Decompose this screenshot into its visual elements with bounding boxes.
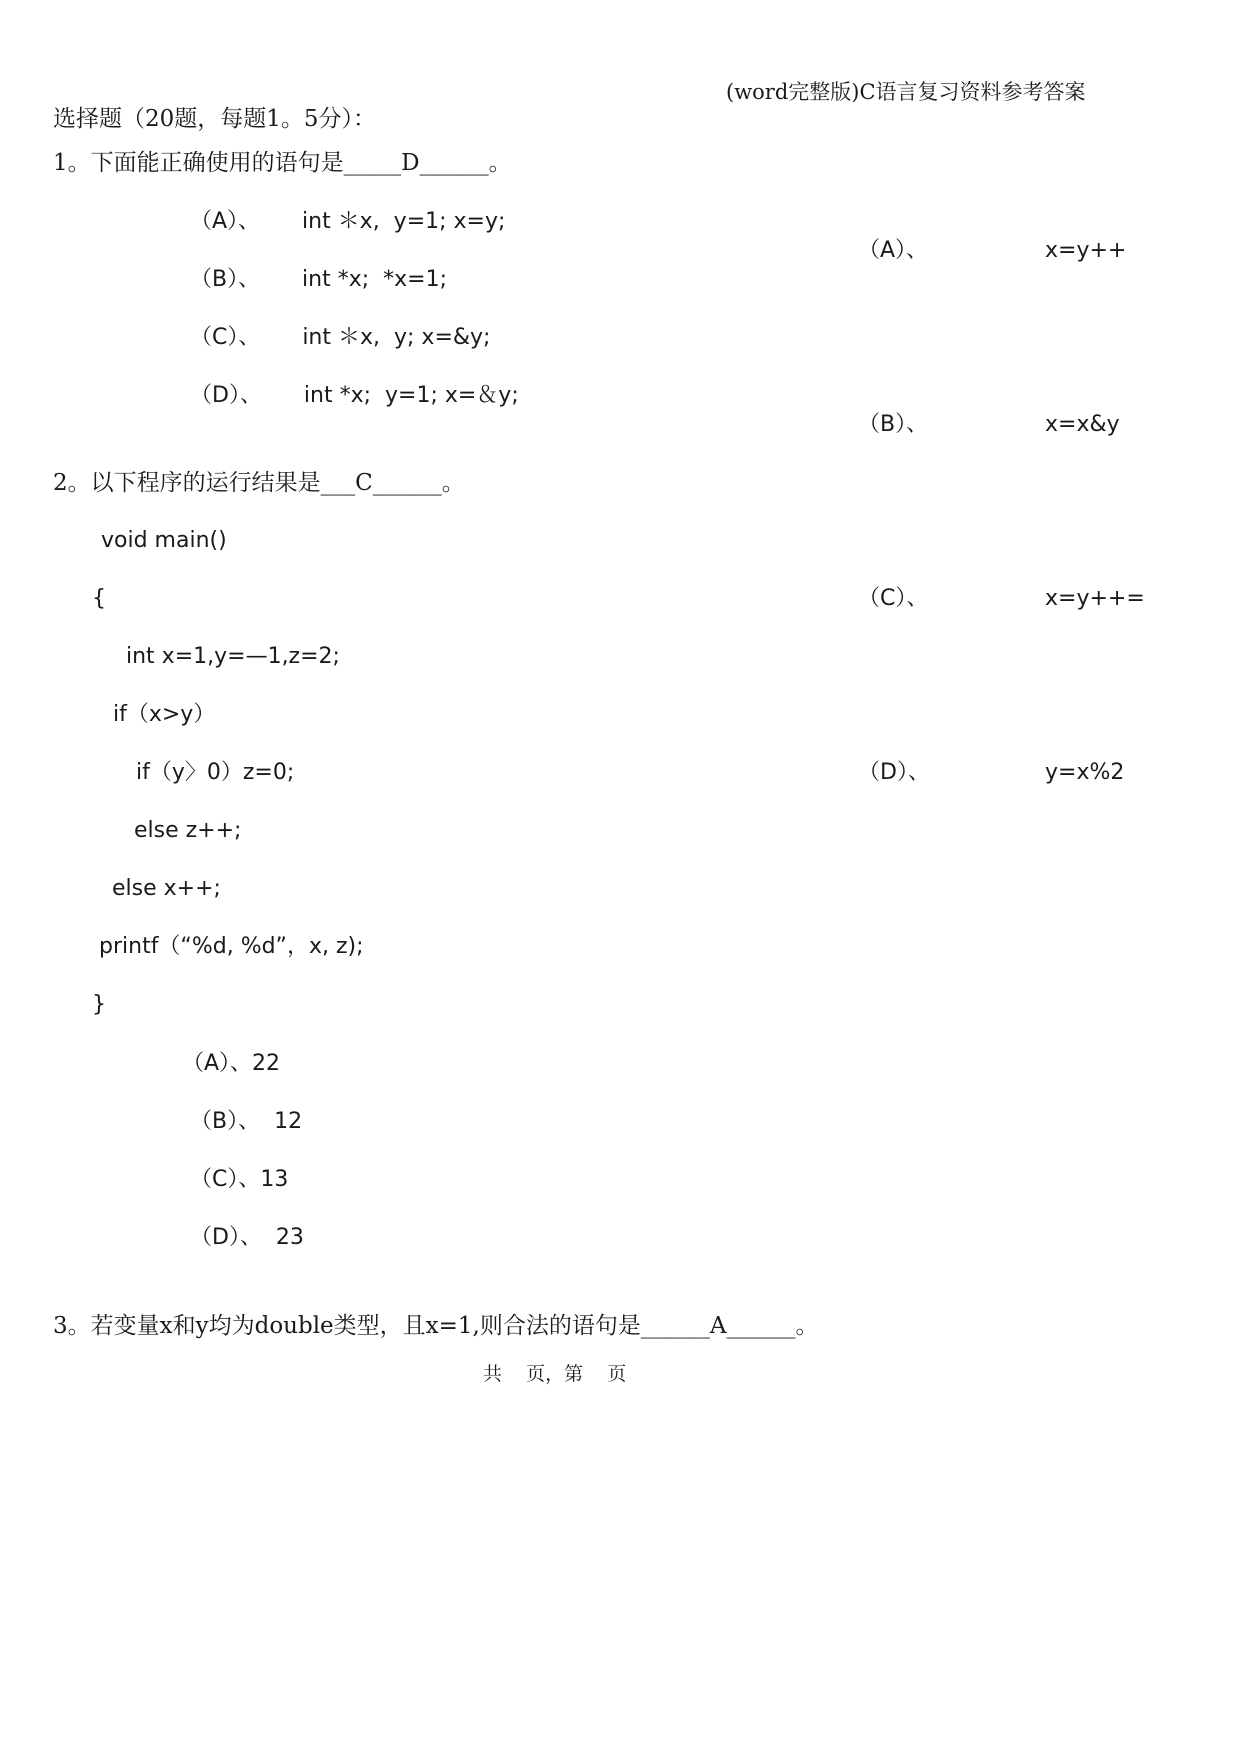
question-2-option-b: （B）、 12 [190,1109,303,1134]
right-option-value-b: x=x&y [1045,412,1120,437]
question-1-option-a: （A）、 int ＊x, y=1; x=y; [190,209,506,234]
code-line: { [92,586,106,611]
code-line: if（x>y） [113,702,216,727]
code-line: int x=1,y=—1,z=2; [126,644,340,669]
question-1-stem: 1。下面能正确使用的语句是_____D______。 [53,150,512,176]
code-line: if（y〉0）z=0; [136,760,295,785]
right-option-label-b: （B）、 [858,412,929,437]
right-option-value-a: x=y++ [1045,238,1127,263]
question-1-option-c: （C）、 int ＊x, y; x=&y; [190,325,491,350]
page-footer: 共 页，第 页 [483,1363,627,1385]
right-option-value-c: x=y++= [1045,586,1145,611]
code-line: } [92,992,106,1017]
right-option-label-d: （D）、 [858,760,930,785]
right-option-label-a: （A）、 [858,238,929,263]
right-option-value-d: y=x%2 [1045,760,1125,785]
code-line: else x++; [112,876,221,901]
code-line: else z++; [134,818,242,843]
question-3-stem: 3。若变量x和y均为double类型，且x=1,则合法的语句是______A______。 [53,1313,819,1339]
question-2-stem: 2。以下程序的运行结果是___C______。 [53,470,465,496]
section-title: 选择题（20题，每题1。5分）： [53,106,377,132]
code-line: printf（“%d, %d”，x, z); [99,934,364,959]
question-1-option-b: （B）、 int *x; *x=1; [190,267,448,292]
right-option-label-c: （C）、 [858,586,929,611]
question-2-option-d: （D）、 23 [190,1225,304,1250]
question-2-option-c: （C）、13 [190,1167,289,1192]
code-line: void main() [101,528,227,553]
page-header: (word完整版)C语言复习资料参考答案 [726,80,1086,104]
question-2-option-a: （A）、22 [182,1051,281,1076]
question-1-option-d: （D）、 int *x; y=1; x=＆y; [190,383,519,408]
